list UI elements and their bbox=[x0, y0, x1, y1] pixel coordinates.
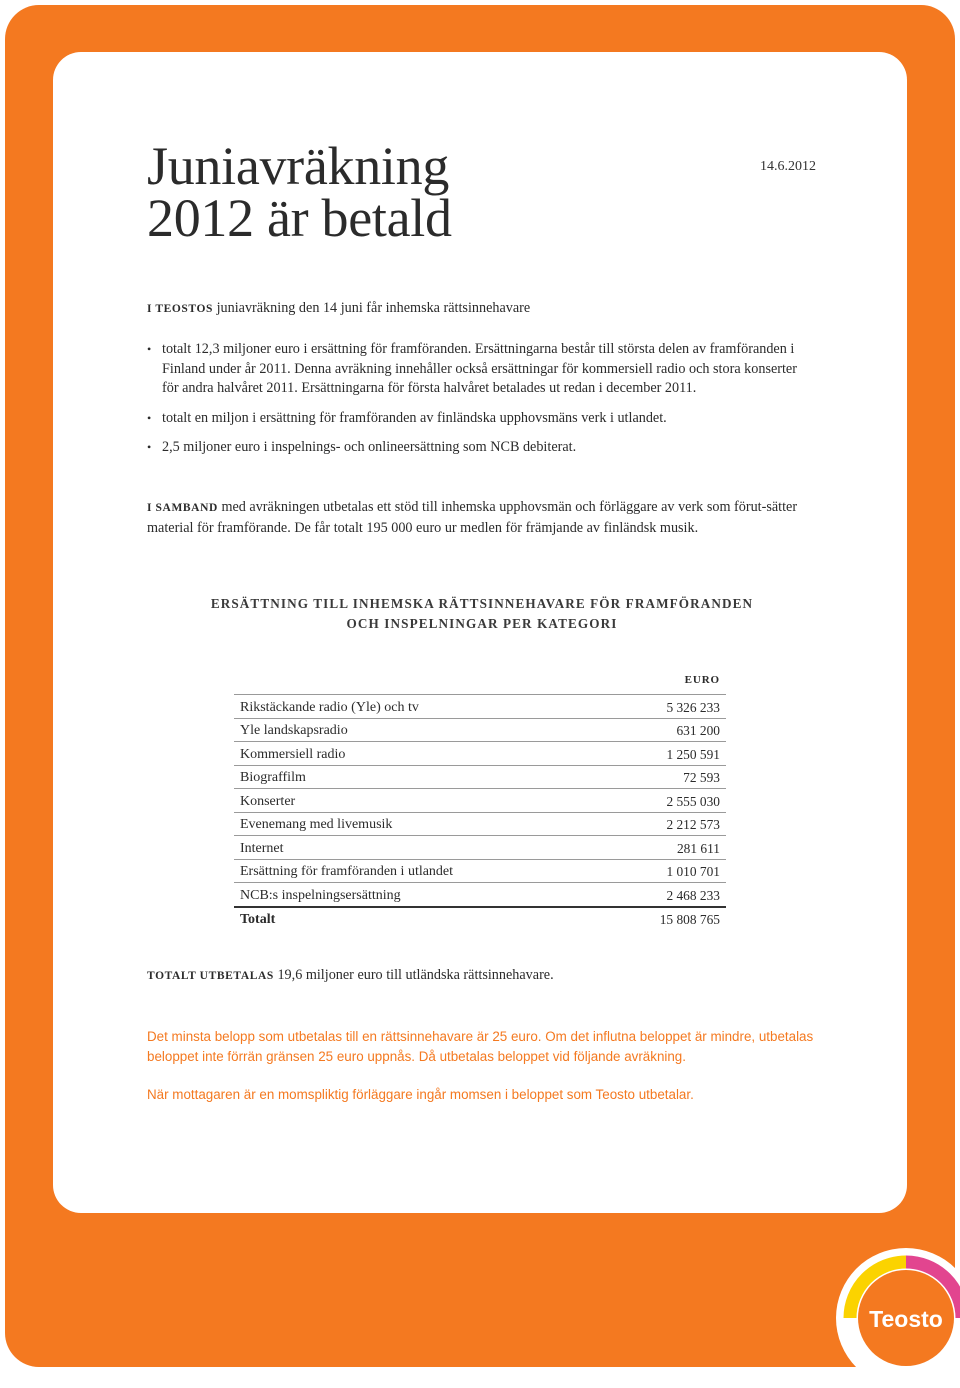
page-title bbox=[147, 136, 452, 248]
row-label: Biograffilm bbox=[234, 765, 606, 789]
row-value: 2 212 573 bbox=[606, 812, 726, 836]
row-value: 631 200 bbox=[606, 718, 726, 742]
total-value: 15 808 765 bbox=[659, 912, 720, 927]
row-label: Kommersiell radio bbox=[234, 742, 606, 766]
bullet-item: • 2,5 miljoner euro i inspelnings- och onlineersättning som NCB debiterat. bbox=[147, 438, 807, 458]
row-value: 5 326 233 bbox=[606, 695, 726, 719]
row-value: 72 593 bbox=[606, 765, 726, 789]
table-title-line-1: ERSÄTTNING TILL INHEMSKA RÄTTSINNEHAVARE FÖR FRAMFÖRANDEN bbox=[210, 596, 754, 611]
lead-paragraph bbox=[147, 300, 530, 317]
row-label: Evenemang med livemusik bbox=[234, 812, 606, 836]
table-header-row bbox=[234, 672, 726, 695]
title-line-1: Juniavräkning bbox=[147, 136, 450, 196]
table-row bbox=[234, 742, 726, 766]
vat-note: När mottagaren är en momspliktig förläggare ingår momsen i beloppet som Teosto utbetalar. bbox=[147, 1087, 694, 1102]
teosto-logo bbox=[836, 1248, 960, 1388]
row-value: 281 611 bbox=[606, 836, 726, 860]
publish-date: 14.6.2012 bbox=[760, 159, 816, 174]
row-value: 2 468 233 bbox=[606, 883, 726, 907]
total-row bbox=[234, 907, 726, 931]
row-label: NCB:s inspelningsersättning bbox=[234, 883, 606, 907]
row-value: 1 010 701 bbox=[606, 859, 726, 883]
table-row bbox=[234, 718, 726, 742]
row-label: Yle landskapsradio bbox=[234, 718, 606, 742]
row-label: Ersättning för framföranden i utlandet bbox=[234, 859, 606, 883]
bullet-item: • totalt 12,3 miljoner euro i ersättning för framföranden. Ersättningarna består till största delen av framföranden i Finland under år 2011. Denna avräkning innehåller också ersättningar för kommersiell radio och stora konserter för andra halvåret 2011. Ersättningarna för första halvåret betalades ut redan i december 2011. bbox=[147, 340, 807, 399]
samband-caps: I SAMBAND bbox=[147, 502, 218, 514]
bullet-item: • totalt en miljon i ersättning för framföranden av finländska upphovsmäns verk i utlandet. bbox=[147, 409, 807, 429]
title-line-2: 2012 är betald bbox=[147, 188, 452, 248]
table-row bbox=[234, 695, 726, 719]
total-label: Totalt bbox=[240, 912, 276, 927]
table-row bbox=[234, 812, 726, 836]
table-title-line-2: OCH INSPELNINGAR PER KATEGORI bbox=[346, 616, 618, 631]
row-value: 1 250 591 bbox=[606, 742, 726, 766]
row-value: 2 555 030 bbox=[606, 789, 726, 813]
logo-wordmark: Teosto bbox=[869, 1306, 943, 1332]
table-row bbox=[234, 836, 726, 860]
table-row bbox=[234, 859, 726, 883]
row-label: Rikstäckande radio (Yle) och tv bbox=[234, 695, 606, 719]
table-row bbox=[234, 789, 726, 813]
row-label: Konserter bbox=[234, 789, 606, 813]
paid-out-paragraph bbox=[147, 967, 554, 984]
table-row bbox=[234, 883, 726, 907]
lead-caps: I TEOSTOS bbox=[147, 303, 214, 315]
euro-column-header: EURO bbox=[606, 672, 726, 695]
samband-text: med avräkningen utbetalas ett stöd till inhemska upphovsmän och förläggare av verk som förut-sätter material för framförande. De får totalt 195 000 euro ur medlen för främjande av finländsk musik. bbox=[147, 499, 798, 536]
paid-out-text: 19,6 miljoner euro till utländska rättsinnehavare. bbox=[273, 967, 554, 983]
bullet-list bbox=[147, 340, 807, 468]
label-column-header bbox=[234, 672, 606, 695]
paid-out-caps: TOTALT UTBETALAS bbox=[147, 970, 274, 982]
samband-paragraph bbox=[147, 497, 811, 538]
table-row bbox=[234, 765, 726, 789]
row-label: Internet bbox=[234, 836, 606, 860]
lead-text: juniavräkning den 14 juni får inhemska rättsinnehavare bbox=[213, 300, 531, 316]
category-table bbox=[234, 672, 726, 930]
table-title bbox=[147, 594, 817, 634]
minimum-amount-note: Det minsta belopp som utbetalas till en rättsinnehavare är 25 euro. Om det influtna beloppet är mindre, utbetalas beloppet inte förrän gränsen 25 euro uppnås. Då utbetalas beloppet vid följande avräkning. bbox=[147, 1029, 814, 1064]
